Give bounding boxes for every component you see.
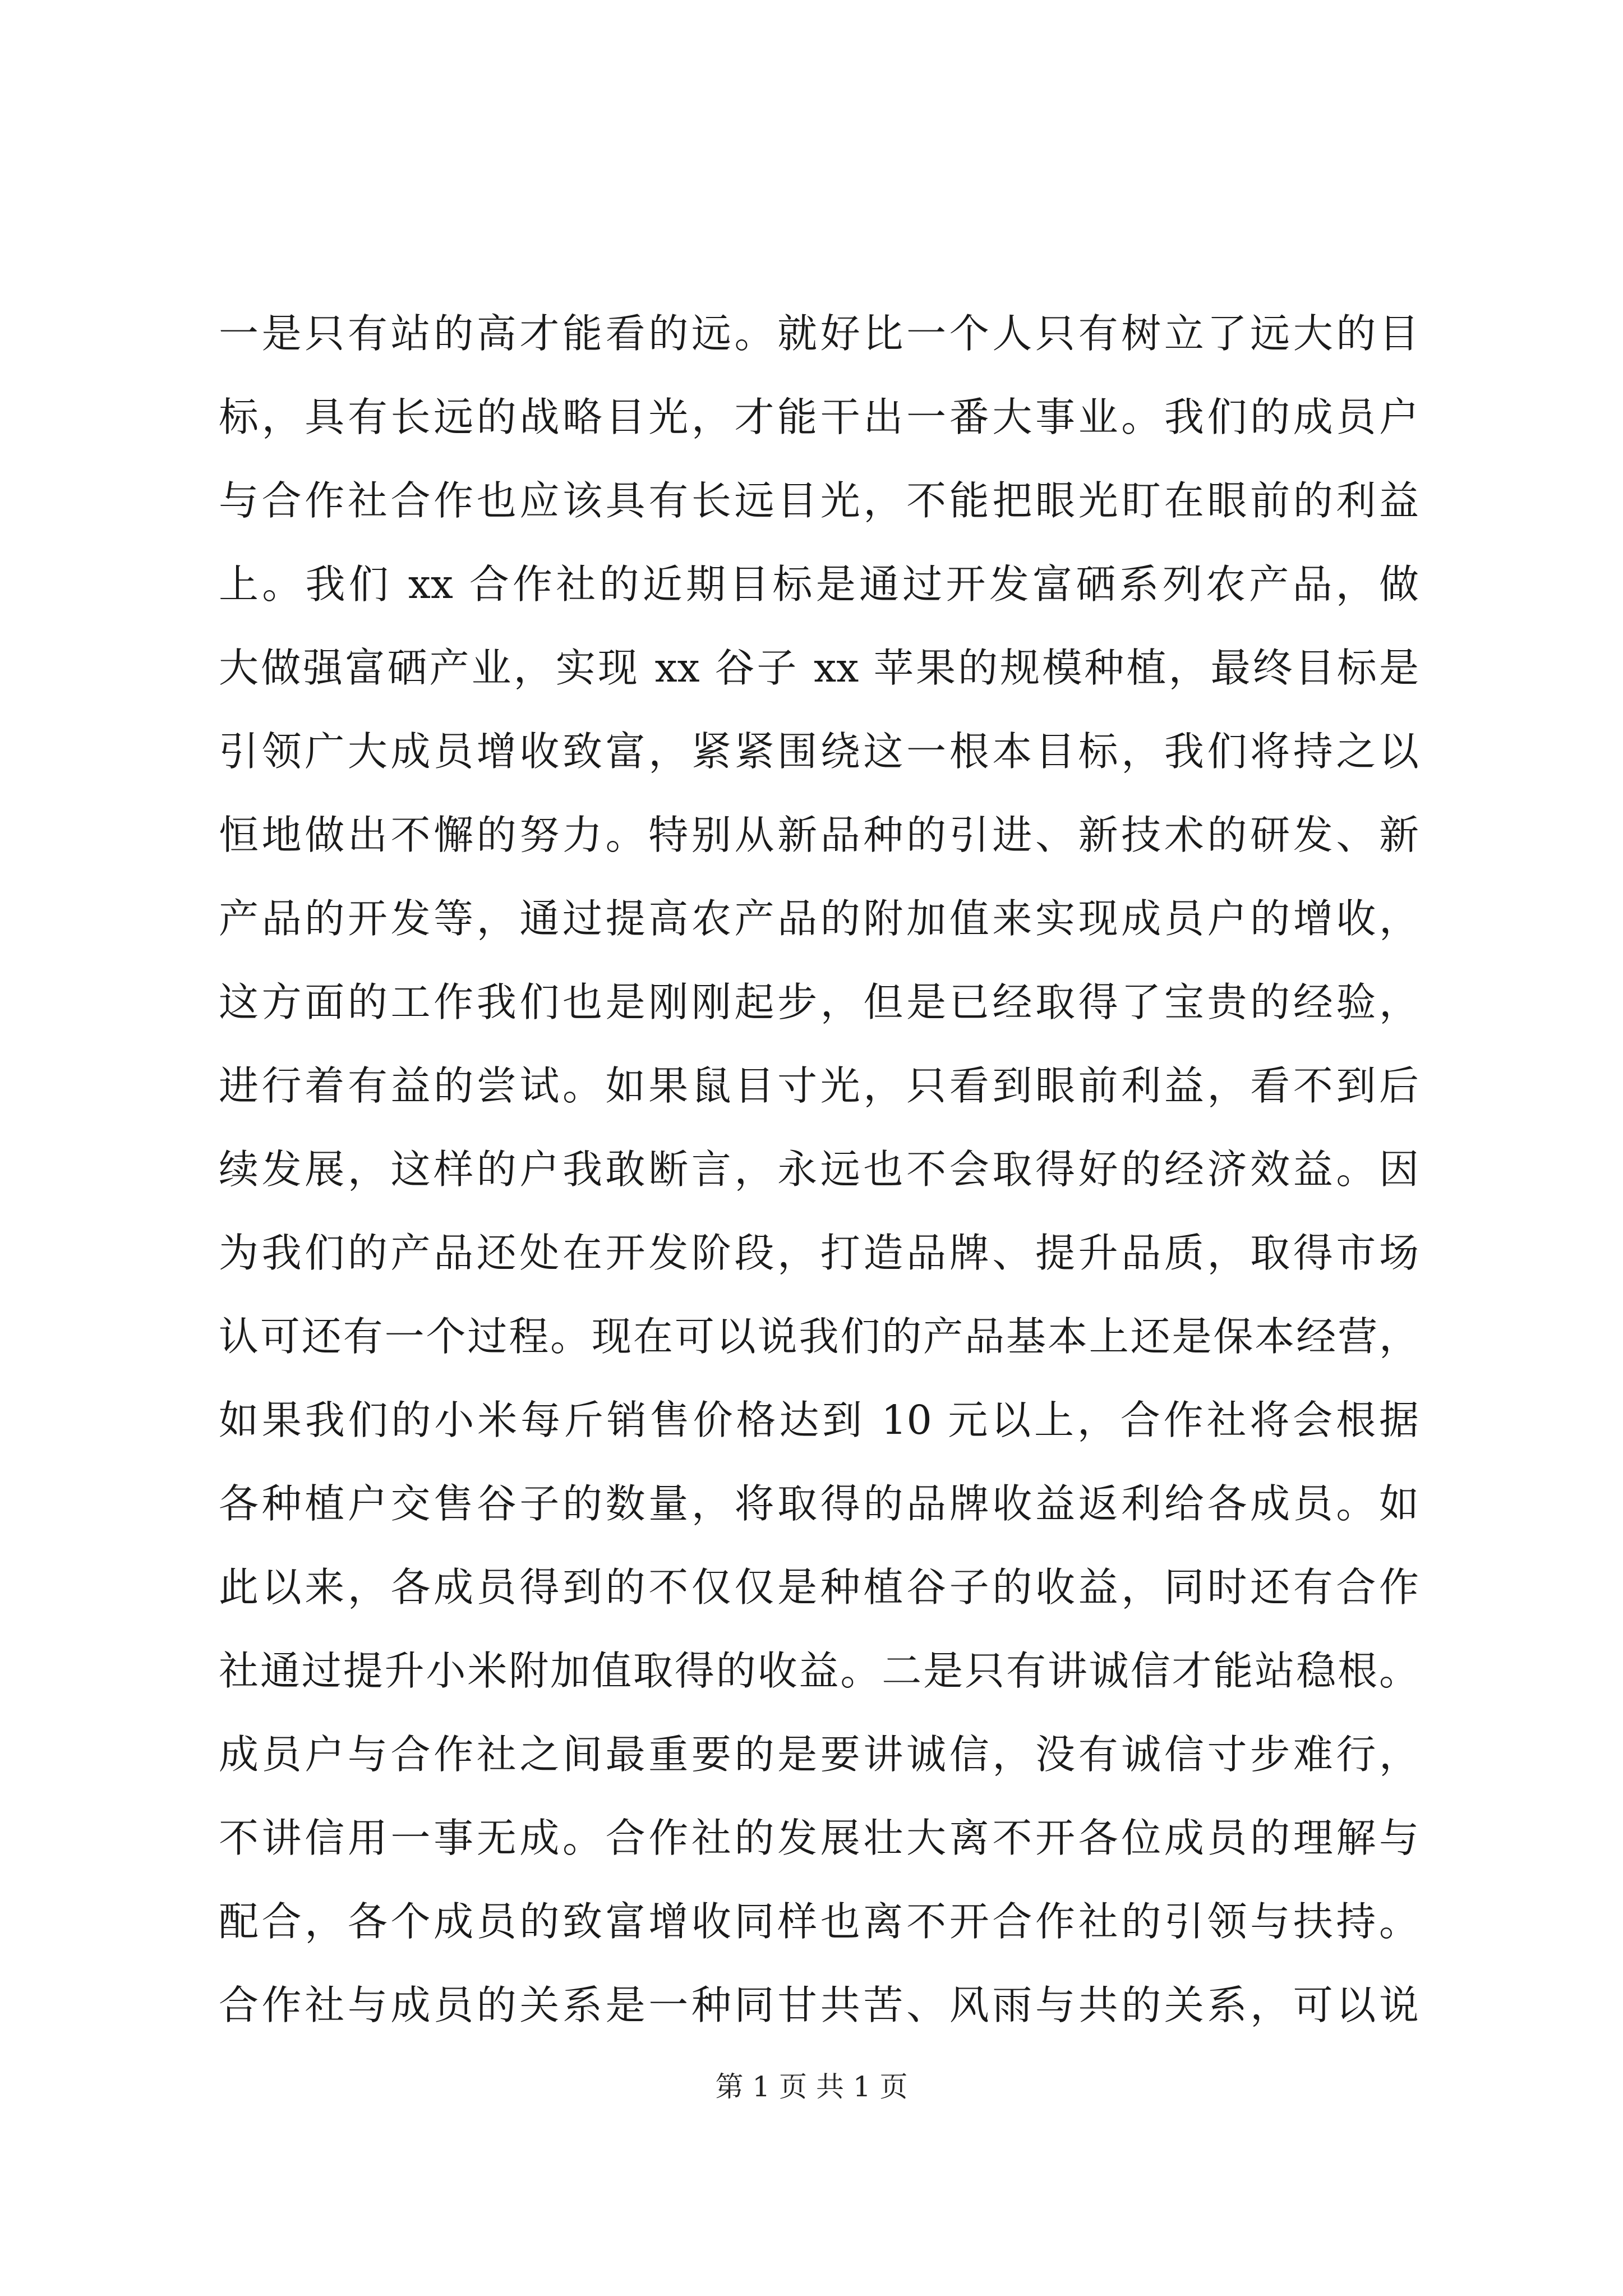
text-line: 各种植户交售谷子的数量，将取得的品牌收益返利给各成员。如 [219, 1480, 1419, 1527]
page-number-label: 第 1 页 共 1 页 [715, 2070, 908, 2103]
text-line: 合作社与成员的关系是一种同甘共苦、风雨与共的关系，可以说 [219, 1982, 1419, 2028]
text-line: 认可还有一个过程。现在可以说我们的产品基本上还是保本经营， [219, 1313, 1419, 1360]
text-line: 这方面的工作我们也是刚刚起步，但是已经取得了宝贵的经验， [219, 979, 1419, 1025]
text-line: 此以来，各成员得到的不仅仅是种植谷子的收益，同时还有合作 [219, 1564, 1419, 1611]
text-line: 产品的开发等，通过提高农产品的附加值来实现成员户的增收， [219, 895, 1419, 942]
text-line: 标，具有长远的战略目光，才能干出一番大事业。我们的成员户 [219, 394, 1419, 440]
page-footer [0, 2067, 1623, 2106]
text-line: 成员户与合作社之间最重要的是要讲诚信，没有诚信寸步难行， [219, 1731, 1419, 1778]
text-line: 进行着有益的尝试。如果鼠目寸光，只看到眼前利益，看不到后 [219, 1062, 1419, 1109]
text-line: 不讲信用一事无成。合作社的发展壮大离不开各位成员的理解与 [219, 1815, 1419, 1861]
text-line: 配合，各个成员的致富增收同样也离不开合作社的引领与扶持。 [219, 1898, 1419, 1945]
text-line: 续发展，这样的户我敢断言，永远也不会取得好的经济效益。因 [219, 1146, 1419, 1193]
text-line: 大做强富硒产业，实现 xx 谷子 xx 苹果的规模种植，最终目标是 [219, 645, 1419, 691]
text-line: 为我们的产品还处在开发阶段，打造品牌、提升品质，取得市场 [219, 1230, 1419, 1276]
text-line: 与合作社合作也应该具有长远目光，不能把眼光盯在眼前的利益 [219, 477, 1419, 524]
text-line: 引领广大成员增收致富，紧紧围绕这一根本目标，我们将持之以 [219, 728, 1419, 775]
text-line: 恒地做出不懈的努力。特别从新品种的引进、新技术的研发、新 [219, 812, 1419, 858]
text-line: 如果我们的小米每斤销售价格达到 10 元以上，合作社将会根据 [219, 1397, 1419, 1443]
text-line: 社通过提升小米附加值取得的收益。二是只有讲诚信才能站稳根。 [219, 1648, 1419, 1694]
text-line: 上。我们 xx 合作社的近期目标是通过开发富硒系列农产品，做 [219, 561, 1419, 608]
body-text [219, 292, 1419, 2047]
text-line: 一是只有站的高才能看的远。就好比一个人只有树立了远大的目 [219, 310, 1419, 357]
